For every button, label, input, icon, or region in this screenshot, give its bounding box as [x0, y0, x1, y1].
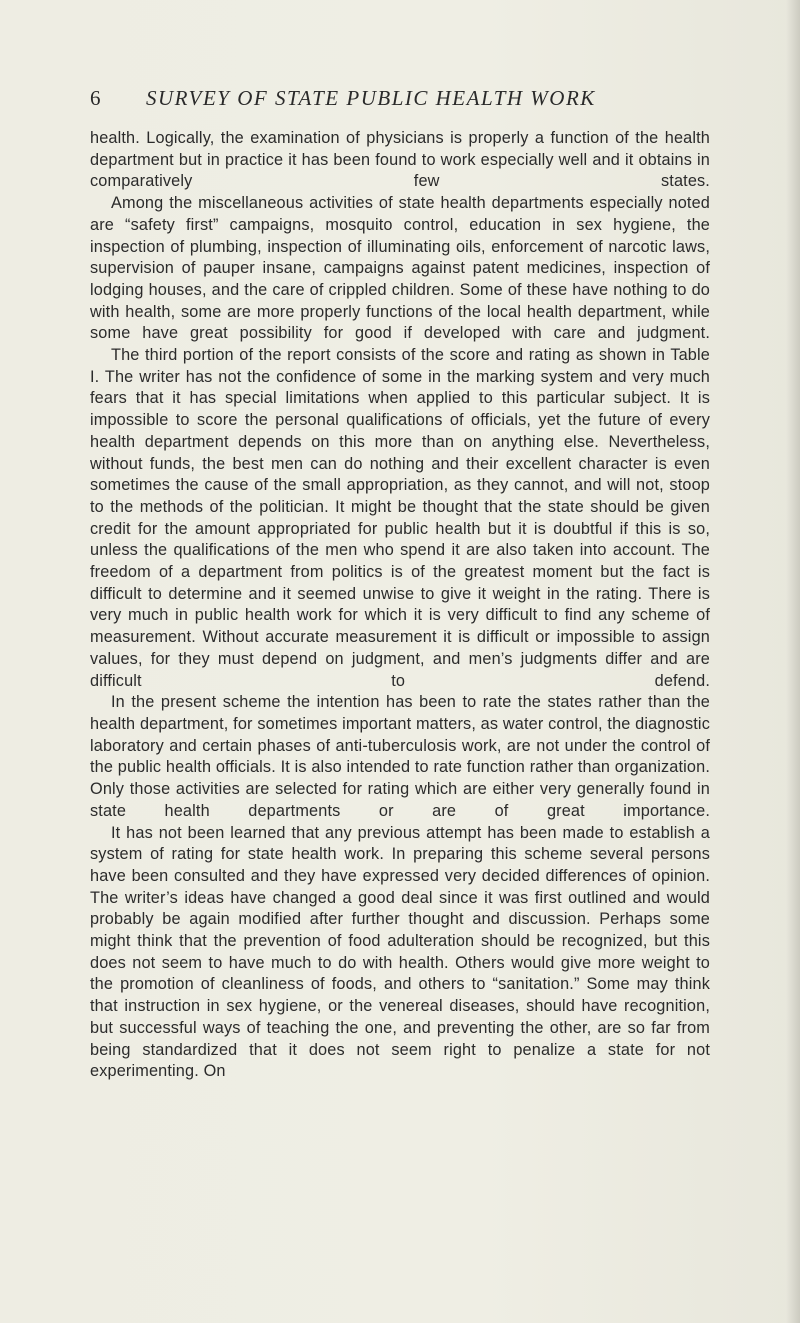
paragraph-4: In the present scheme the intention has been to rate the states rather than the health department, for sometimes important matters, as water control, the diagnostic laboratory and certain phases of anti-tuberculosis work, are not under the control of the public health officials. It is also intended to rate function rather than organization. Only those activities are selected for rating which are either very generally found in state health departments or are of great importance.: [90, 693, 710, 820]
paragraph-5: It has not been learned that any previous attempt has been made to establish a system of rating for state health work. In preparing this scheme several persons have been consulted and they have expressed very decided differences of opinion. The writer’s ideas have changed a good deal since it was first outlined and would probably be again modified after further thought and discussion. Perhaps some might think that the prevention of food adulteration should be recognized, but this does not seem to have much to do with health. Others would give more weight to the promotion of cleanliness of foods, and others to “sanitation.” Some may think that instruction in sex hygiene, or the venereal diseases, should have recognition, but successful ways of teaching the one, and preventing the other, are so far from being standardized that it does not seem right to penalize a state for not experimenting. On: [90, 823, 710, 1081]
paragraph-2: Among the miscellaneous activities of state health departments especially noted are “safety first” campaigns, mosquito control, education in sex hygiene, the inspection of plumbing, inspection of illuminating oils, enforcement of narcotic laws, supervision of pauper insane, campaigns against patent medicines, inspection of lodging houses, and the care of crippled children. Some of these have nothing to do with health, some are more properly functions of the local health department, while some have great possibility for good if developed with care and judgment.: [90, 194, 710, 343]
body-text: [90, 128, 710, 1083]
running-head: SURVEY OF STATE PUBLIC HEALTH WORK: [146, 86, 596, 110]
page-edge-shadow: [786, 0, 800, 1323]
paragraph-3: The third portion of the report consists of the score and rating as shown in Table I. The writer has not the confidence of some in the marking system and very much fears that it has special limitations when applied to this particular subject. It is impossible to score the personal qualifications of officials, yet the future of every health department depends on this more than on anything else. Nevertheless, without funds, the best men can do nothing and their excellent character is even sometimes the cause of the small appropriation, as they cannot, and will not, stoop to the methods of the politician. It might be thought that the state should be given credit for the amount appropriated for public health but it is doubtful if this is so, unless the qualifications of the men who spend it are also taken into account. The freedom of a department from politics is of the greatest moment but the fact is difficult to determine and it seemed unwise to give it weight in the rating. There is very much in public health work for which it is very difficult to find any scheme of measurement. Without accurate measurement it is difficult or impossible to assign values, for they must depend on judgment, and men’s judgments differ and are difficult to defend.: [90, 346, 710, 690]
page-header: [90, 86, 710, 116]
page-number: 6: [90, 86, 102, 110]
paragraph-1: health. Logically, the examination of physicians is properly a function of the health department but in practice it has been found to work especially well and it obtains in comparatively few states.: [90, 129, 710, 191]
